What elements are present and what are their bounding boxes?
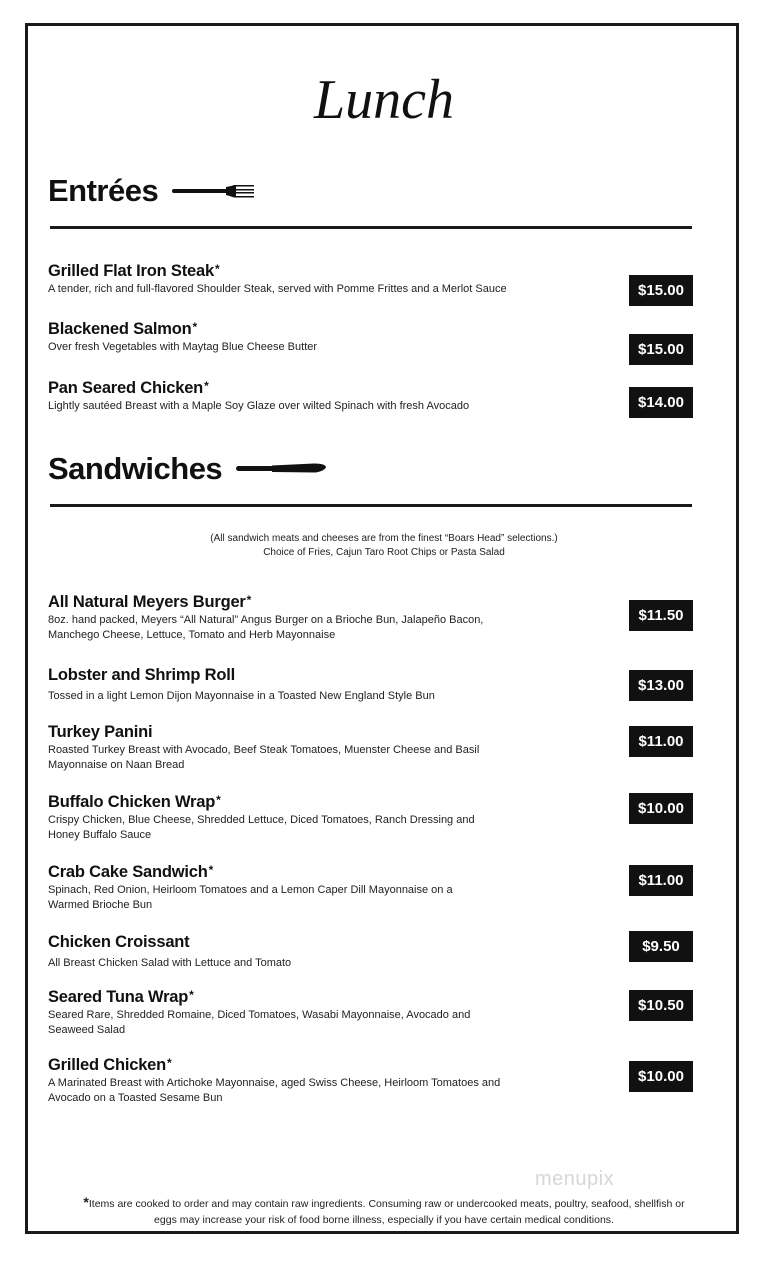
footer-star: * (83, 1194, 89, 1210)
footer-line1: Items are cooked to order and may contain raw ingredients. Consuming raw or undercooked meats, poultry, seafood, shellfish or (88, 1198, 685, 1210)
item-name: Grilled Chicken (48, 1056, 167, 1074)
entrees-heading-text: Entrées (48, 173, 159, 208)
price-badge: $10.00 (629, 1061, 693, 1092)
item-description: Crispy Chicken, Blue Cheese, Shredded Lettuce, Diced Tomatoes, Ranch Dressing and Honey Buffalo Sauce (48, 814, 475, 841)
sandwiches-heading (48, 451, 328, 487)
item-name: Grilled Flat Iron Steak (48, 262, 214, 280)
entrees-divider (50, 226, 692, 229)
item-description: A Marinated Breast with Artichoke Mayonnaise, aged Swiss Cheese, Heirloom Tomatoes and Avocado on a Toasted Sesame Bun (48, 1077, 501, 1104)
item-description: Spinach, Red Onion, Heirloom Tomatoes and a Lemon Caper Dill Mayonnaise on a Warmed Brioche Bun (48, 884, 453, 911)
item-description: Seared Rare, Shredded Romaine, Diced Tomatoes, Wasabi Mayonnaise, Avocado and Seaweed Salad (48, 1009, 471, 1036)
item-name: Lobster and Shrimp Roll (48, 666, 235, 684)
item-name: Chicken Croissant (48, 933, 190, 951)
menu-item (48, 663, 528, 704)
item-description: Lightly sautéed Breast with a Maple Soy Glaze over wilted Spinach with fresh Avocado (48, 400, 470, 412)
sandwiches-heading-text: Sandwiches (48, 451, 223, 486)
sandwiches-divider (50, 504, 692, 507)
item-star: * (189, 988, 194, 1002)
sandwich-note-line1: (All sandwich meats and cheeses are from the finest “Boars Head” selections.) (210, 533, 558, 544)
item-star: * (167, 1056, 172, 1070)
price-badge: $11.50 (629, 600, 693, 631)
item-star: * (208, 863, 214, 877)
item-name: Turkey Panini (48, 723, 153, 741)
menu-item (48, 317, 528, 355)
item-name: All Natural Meyers Burger (48, 593, 246, 611)
menu-item (48, 259, 528, 297)
menu-item (48, 376, 528, 414)
item-name: Blackened Salmon (48, 320, 192, 338)
item-description: 8oz. hand packed, Meyers “All Natural” Angus Burger on a Brioche Bun, Jalapeño Bacon, Manchego Cheese, Lettuce, Tomato and Herb Mayonnaise (48, 614, 484, 641)
price-badge: $9.50 (629, 931, 693, 962)
footer-line2: eggs may increase your risk of food borne illness, especially if you have certain medical conditions. (154, 1214, 614, 1226)
price-badge: $15.00 (629, 334, 693, 365)
knife-icon (236, 460, 328, 478)
price-badge: $11.00 (629, 865, 693, 896)
price-badge: $10.50 (629, 990, 693, 1021)
item-star: * (204, 379, 209, 393)
item-star: * (216, 793, 221, 807)
price-badge: $14.00 (629, 387, 693, 418)
footer-disclaimer (0, 1194, 768, 1228)
item-description: Over fresh Vegetables with Maytag Blue Cheese Butter (48, 341, 318, 353)
price-badge: $10.00 (629, 793, 693, 824)
menu-item (48, 930, 528, 971)
fork-icon (172, 182, 256, 200)
menu-item (48, 860, 528, 913)
item-name: Crab Cake Sandwich (48, 863, 208, 881)
item-description: Tossed in a light Lemon Dijon Mayonnaise in a Toasted New England Style Bun (48, 690, 435, 702)
menu-item (48, 790, 528, 843)
item-description: Roasted Turkey Breast with Avocado, Beef Steak Tomatoes, Muenster Cheese and Basil Mayonnaise on Naan Bread (48, 744, 480, 771)
item-name: Seared Tuna Wrap (48, 988, 189, 1006)
menu-item (48, 590, 528, 643)
price-badge: $15.00 (629, 275, 693, 306)
price-badge: $13.00 (629, 670, 693, 701)
item-star: * (214, 262, 220, 276)
sandwich-note (0, 532, 768, 560)
menu-title: Lunch (314, 69, 454, 131)
item-name: Pan Seared Chicken (48, 379, 204, 397)
item-description: A tender, rich and full-flavored Shoulder Steak, served with Pomme Frittes and a Merlot Sauce (48, 283, 507, 295)
menu-item (48, 720, 528, 773)
menu-item (48, 985, 528, 1038)
menu-item (48, 1053, 528, 1106)
item-name: Buffalo Chicken Wrap (48, 793, 216, 811)
item-star: * (246, 593, 252, 607)
watermark: menupix (535, 1168, 615, 1190)
price-badge: $11.00 (629, 726, 693, 757)
item-star: * (192, 320, 198, 334)
sandwich-note-line2: Choice of Fries, Cajun Taro Root Chips or Pasta Salad (263, 547, 505, 558)
item-description: All Breast Chicken Salad with Lettuce and Tomato (48, 957, 292, 969)
entrees-heading (48, 173, 256, 209)
